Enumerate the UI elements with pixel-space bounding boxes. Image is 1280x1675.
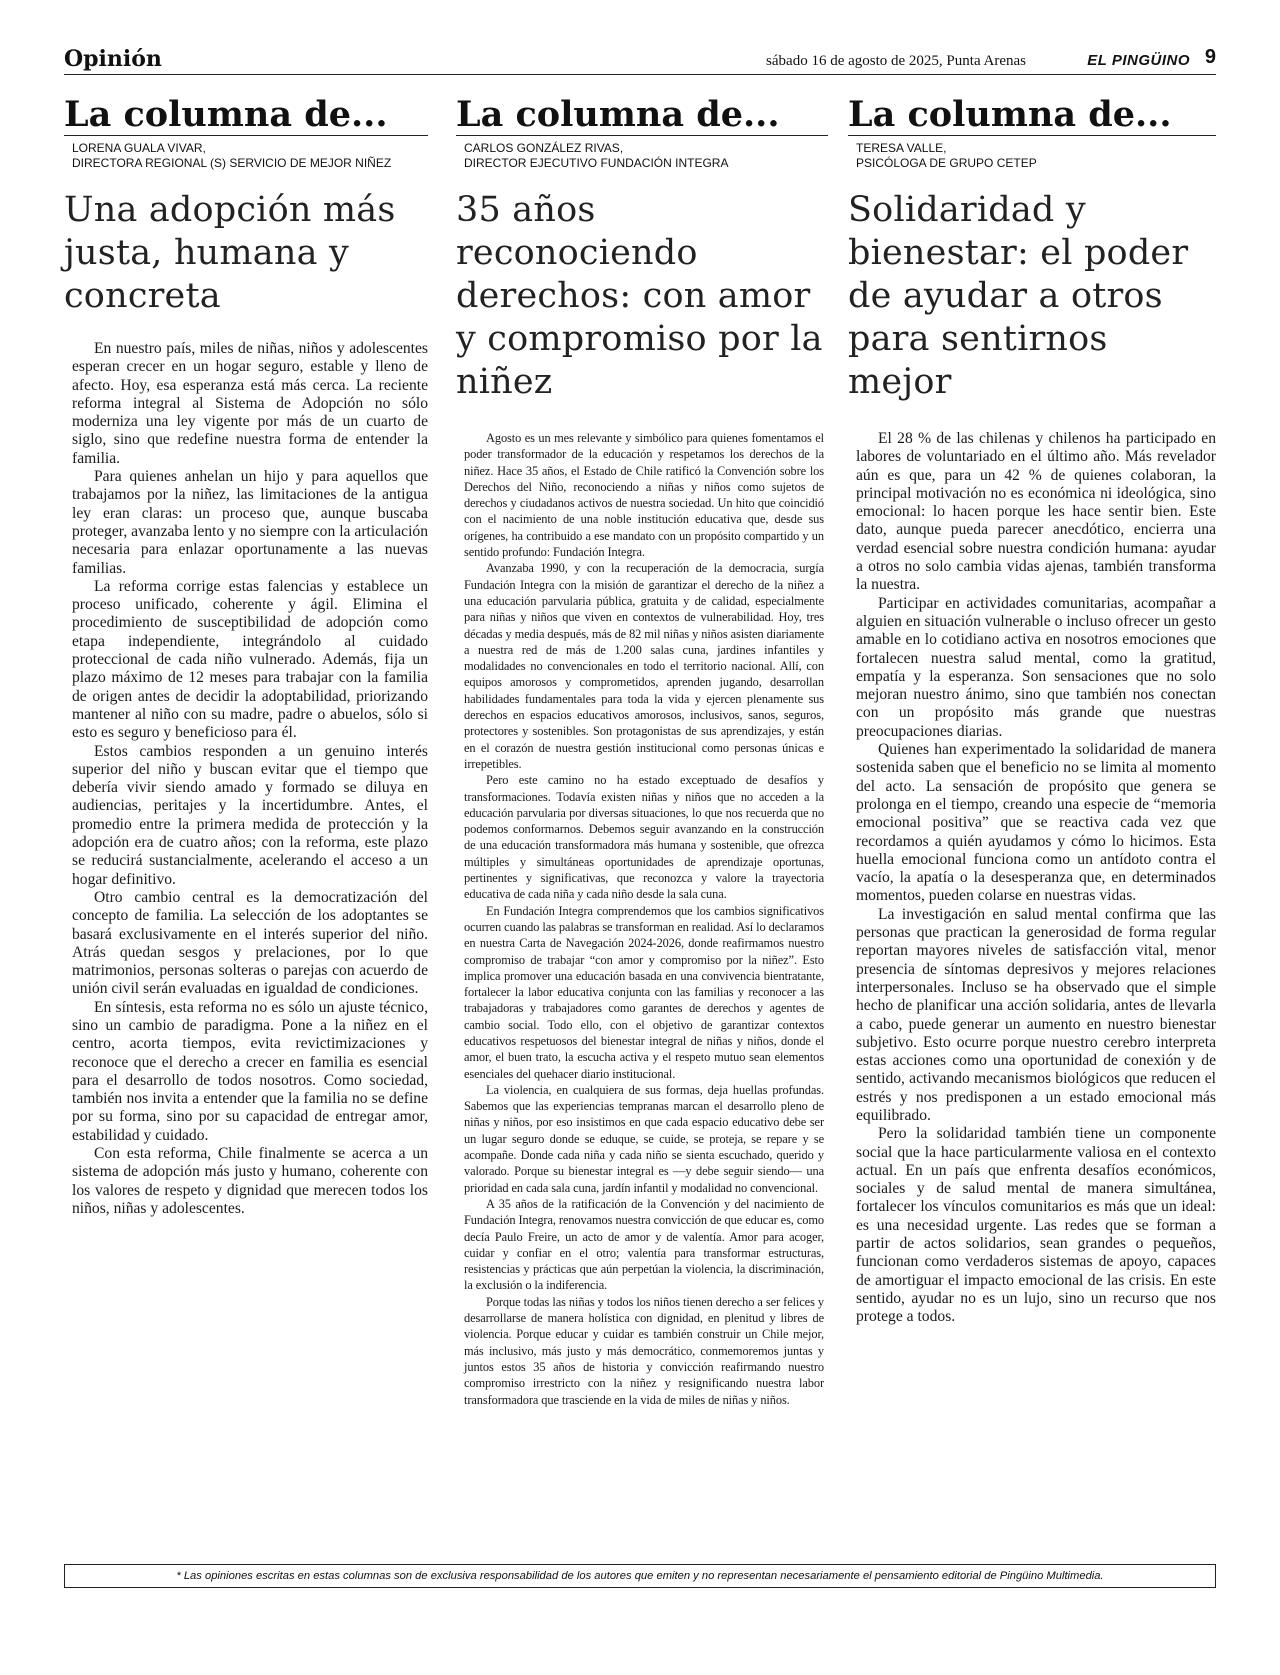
article-paragraph: Porque todas las niñas y todos los niños tienen derecho a ser felices y desarrollarse de manera holística con dignidad, en plenitud y libres de violencia. Porque educar y cuidar es también construir un Chile mejor, más inclusivo, más justo y más democrático, conmemoremos juntas y juntos estos 35 años de historia y convicción reafirmando nuestro compromiso irrestricto con la niñez y resignificando nuestra labor transformadora que trasciende en la vida de miles de niñas y niños. (464, 1294, 824, 1407)
section-title: Opinión (64, 46, 162, 72)
article-paragraph: Con esta reforma, Chile finalmente se acerca a un sistema de adopción más justo y humano, coherente con los valores de respeto y dignidad que merecen todos los niños, niñas y adolescentes. (72, 1145, 428, 1217)
column-kicker: La columna de... (848, 96, 1216, 136)
article-paragraph: Quienes han experimentado la solidaridad de manera sostenida saben que el beneficio no se limita al momento del acto. La sensación de propósito que genera se prolonga en el tiempo, creando una especie de “memoria emocional positiva” que se reactiva cada vez que recordamos a quién ayudamos y cómo lo hicimos. Esta huella emocional funciona como un antídoto contra el vacío, la apatía o la desesperanza que, en determinados momentos, pueden colarse en nuestras vidas. (856, 741, 1216, 905)
author-role: DIRECTOR EJECUTIVO FUNDACIÓN INTEGRA (464, 156, 729, 170)
article-paragraph: Agosto es un mes relevante y simbólico para quienes fomentamos el poder transformador de la educación y respetamos los derechos de la niñez. Hace 35 años, el Estado de Chile ratificó la Convención sobre los Derechos del Niño, reconociendo a niñas y niños como sujetos de derechos y ciudadanos activos de nuestra sociedad. Un hito que coincidió con el nacimiento de una noble institución educativa que, desde sus orígenes, ha contribuido a ese mandato con un propósito compartido y un sentido profundo: Fundación Integra. (464, 431, 824, 560)
newspaper-page (64, 44, 1216, 1644)
page-header (64, 44, 1216, 75)
article-paragraph: En nuestro país, miles de niñas, niños y adolescentes esperan crecer en un hogar seguro, estable y lleno de afecto. Hoy, esa esperanza está más cerca. La reciente reforma integral al Sistema de Adopción no sólo moderniza una ley vigente por más de un cuarto de siglo, sino que redefine nuestra forma de entender la familia. (72, 340, 428, 467)
author-name: CARLOS GONZÁLEZ RIVAS, (464, 141, 624, 155)
dateline: sábado 16 de agosto de 2025, Punta Arenas (766, 53, 1026, 69)
column-1 (64, 96, 428, 1218)
article-paragraph: La violencia, en cualquiera de sus formas, deja huellas profundas. Sabemos que las experiencias tempranas marcan el desarrollo pleno de niñas y niños, por eso insistimos en que cada espacio educativo debe ser un lugar seguro donde se eduque, se cuide, se proteja, se repare y se acompañe. Donde cada niña y cada niño se sienta escuchado, querido y valorado. Porque su bienestar integral es —y debe seguir siendo— una prioridad en cada sala cuna, jardín infantil y modalidad no convencional. (464, 1082, 824, 1195)
article-paragraph: Pero la solidaridad también tiene un componente social que la hace particularmente valiosa en el contexto actual. En un país que enfrenta desafíos económicos, sociales y de salud mental de manera simultánea, fortalecer los vínculos comunitarios es más que un ideal: es una necesidad urgente. Las redes que se forman a partir de actos solidarios, sean grandes o pequeños, funcionan como verdaderos sistemas de apoyo, capaces de amortiguar el impacto emocional de las crisis. En este sentido, ayudar no es un lujo, sino un recurso que nos protege a todos. (856, 1125, 1216, 1326)
author-byline (464, 141, 828, 171)
article-headline: Solidaridad y bienestar: el poder de ayudar a otros para sentirnos mejor (848, 190, 1189, 402)
author-byline (856, 141, 1216, 171)
article-paragraph: El 28 % de las chilenas y chilenos ha participado en labores de voluntariado en el último año. Más revelador aún es que, para un 42 % de quienes colaboran, la principal motivación no es económica ni ideológica, sino emocional: lo hacen porque les hace sentir bien. Este dato, aunque pueda parecer anecdótico, encierra una verdad esencial sobre nuestra condición humana: ayudar a otros no solo cambia vidas ajenas, también transforma la nuestra. (856, 430, 1216, 594)
article-paragraph: Avanzaba 1990, y con la recuperación de la democracia, surgía Fundación Integra con la misión de garantizar el derecho de la niñez a una educación parvularia pública, gratuita y de calidad, especialmente para niñas y niños que viven en contextos de vulnerabilidad. Hoy, tres décadas y media después, más de 82 mil niñas y niños asisten diariamente a nuestra red de más de 1.200 salas cuna, jardines infantiles y modalidades no convencionales en todo el territorio nacional. Allí, con equipos amorosos y comprometidos, aprenden jugando, desarrollan habilidades fundamentales para toda la vida y ejercen plenamente sus derechos en espacios educativos amorosos, inclusivos, sanos, seguros, protectores y sostenibles. Son protagonistas de sus aprendizajes, y están en el corazón de nuestra gestión institucional como personas únicas e irrepetibles. (464, 561, 824, 771)
article-paragraph: La reforma corrige estas falencias y establece un proceso unificado, coherente y ágil. Elimina el procedimiento de susceptibilidad de adopción como etapa independiente, integrándolo al cuidado proteccional de cada niño vulnerado. Además, fija un plazo máximo de 12 meses para trabajar con la familia de origen antes de decidir la adoptabilidad, priorizando mantener al niño con su madre, padre o abuelos, sólo si esto es seguro y beneficioso para él. (72, 577, 428, 742)
page-number: 9 (1204, 46, 1216, 68)
article-paragraph: Pero este camino no ha estado exceptuado de desafíos y transformaciones. Todavía existen niñas y niños que no acceden a la educación parvularia por diversas situaciones, lo que nos recuerda que no podemos conformarnos. Debemos seguir avanzando en la construcción de una educación transformadora más humana y sostenible, que ofrezca múltiples y simultáneas oportunidades de aprendizaje oportunas, pertinentes y significativas, que reconozca y valore la trayectoria educativa de cada niña y cada niño desde la sala cuna. (464, 773, 824, 902)
footer-disclaimer: * Las opiniones escritas en estas columnas son de exclusiva responsabilidad de los autores que emiten y no representan necesariamente el pensamiento editorial de Pingüino Multimedia. (64, 1564, 1216, 1588)
author-name: TERESA VALLE, (856, 141, 947, 155)
article-body (464, 430, 824, 1408)
author-byline (72, 141, 428, 171)
article-paragraph: Para quienes anhelan un hijo y para aquellos que trabajamos por la niñez, las limitaciones de la antigua ley eran claras: un proceso que, aunque buscaba proteger, avanzaba lento y no siempre con la articulación necesaria para enlazar oportunamente a las nuevas familias. (72, 468, 428, 577)
article-paragraph: En síntesis, esta reforma no es sólo un ajuste técnico, sino un cambio de paradigma. Pone a la niñez en el centro, acorta tiempos, evita revictimizaciones y reconoce que el derecho a crecer en familia es esencial para el desarrollo de todos nosotros. Como sociedad, también nos invita a entender que la familia no se define por su forma, sino por su capacidad de entregar amor, estabilidad y cuidado. (72, 998, 428, 1144)
article-paragraph: Estos cambios responden a un genuino interés superior del niño y buscan evitar que el tiempo que debería vivir siendo amado y formado se diluya en audiencias, peritajes y la incertidumbre. Antes, el promedio entre la primera medida de protección y la adopción era de cuatro años; con la reforma, este plazo se reducirá sustancialmente, acelerando el acceso a un hogar definitivo. (72, 742, 428, 888)
article-body (72, 340, 428, 1218)
article-paragraph: Otro cambio central es la democratización del concepto de familia. La selección de los adoptantes se basará exclusivamente en el interés superior del niño. Atrás quedan sesgos y prelaciones, por lo que matrimonios, personas solteras o parejas con acuerdo de unión civil serán evaluadas en igualdad de condiciones. (72, 888, 428, 998)
article-headline: 35 años reconociendo derechos: con amor y compromiso por la niñez (456, 190, 823, 402)
article-paragraph: La investigación en salud mental confirma que las personas que practican la generosidad de forma regular reportan mayores niveles de satisfacción vital, menor presencia de síntomas depresivos y mejores relaciones interpersonales. Incluso se ha observado que el simple hecho de planificar una acción solidaria, antes de llevarla a cabo, puede generar un aumento en nuestro bienestar subjetivo. Esto ocurre porque nuestro cerebro interpreta estas acciones como una oportunidad de conexión y de sentido, activando mecanismos biológicos que reducen el estrés y nos predisponen a un estado emocional más equilibrado. (856, 905, 1216, 1124)
column-kicker: La columna de... (456, 96, 828, 136)
article-paragraph: Participar en actividades comunitarias, acompañar a alguien en situación vulnerable o incluso ofrecer un gesto amable en lo cotidiano activa en nosotros emociones que fortalecen nuestra salud mental, como la gratitud, empatía y la esperanza. Son sensaciones que no solo mejoran nuestro ánimo, sino que también nos conectan con un propósito más grande que nuestras preocupaciones diarias. (856, 594, 1216, 740)
masthead-logo: EL PINGÜINO (1087, 52, 1190, 69)
author-role: PSICÓLOGA DE GRUPO CETEP (856, 156, 1037, 170)
column-2 (456, 96, 828, 1408)
article-body (856, 430, 1216, 1327)
author-role: DIRECTORA REGIONAL (S) SERVICIO DE MEJOR NIÑEZ (72, 156, 392, 170)
article-paragraph: A 35 años de la ratificación de la Convención y del nacimiento de Fundación Integra, renovamos nuestra convicción de que educar es, como decía Paulo Freire, un acto de amor y de valentía. Amor para acoger, cuidar y confiar en el otro; valentía para transformar estructuras, resistencias y prácticas que aún perpetúan la violencia, la discriminación, la exclusión o la indiferencia. (464, 1196, 824, 1293)
column-kicker: La columna de... (64, 96, 428, 136)
article-paragraph: En Fundación Integra comprendemos que los cambios significativos ocurren cuando las palabras se transforman en realidad. Así lo declaramos en nuestra Carta de Navegación 2024-2026, donde reafirmamos nuestro compromiso de trabajar “con amor y compromiso por la niñez”. Esto implica promover una educación basada en una convivencia bientratante, fortalecer la labor educativa conjunta con las familias y reconocer a las trabajadoras y trabajadores como garantes de derechos y agentes de cambio social. Todo ello, con el objetivo de garantizar contextos educativos respetuosos del bienestar integral de niñas y niños, donde el amor, el buen trato, la escucha activa y el respeto mutuo sean elementos esenciales del quehacer diario institucional. (464, 903, 824, 1081)
article-headline: Una adopción más justa, humana y concreta (64, 190, 396, 316)
author-name: LORENA GUALA VIVAR, (72, 141, 206, 155)
column-3 (848, 96, 1216, 1327)
